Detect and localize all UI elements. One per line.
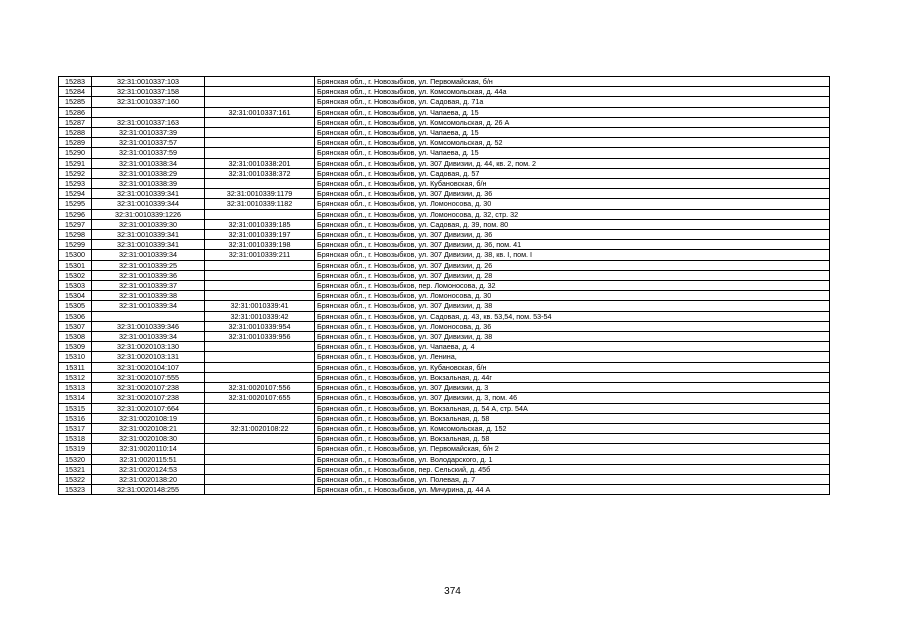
cadastral-number-cell: 32:31:0020148:255 [92, 485, 205, 495]
related-cadastral-cell: 32:31:0020107:655 [205, 393, 315, 403]
cadastral-number-cell: 32:31:0020103:131 [92, 352, 205, 362]
related-cadastral-cell: 32:31:0010338:372 [205, 168, 315, 178]
address-cell: Брянская обл., г. Новозыбков, ул. Полевая, д. 7 [315, 474, 830, 484]
table-row [59, 87, 830, 97]
address-cell: Брянская обл., г. Новозыбков, пер. Ломоносова, д. 32 [315, 281, 830, 291]
table-row [59, 138, 830, 148]
table-row [59, 128, 830, 138]
cadastral-number-cell: 32:31:0010337:57 [92, 138, 205, 148]
table-row [59, 158, 830, 168]
row-number-cell: 15287 [59, 117, 92, 127]
cadastral-number-cell: 32:31:0010339:341 [92, 230, 205, 240]
address-cell: Брянская обл., г. Новозыбков, ул. Ломоносова, д. 32, стр. 32 [315, 209, 830, 219]
address-cell: Брянская обл., г. Новозыбков, ул. 307 Дивизии, д. 36, пом. 41 [315, 240, 830, 250]
table-row [59, 117, 830, 127]
related-cadastral-cell: 32:31:0010339:956 [205, 332, 315, 342]
address-cell: Брянская обл., г. Новозыбков, ул. Володарского, д. 1 [315, 454, 830, 464]
row-number-cell: 15285 [59, 97, 92, 107]
related-cadastral-cell [205, 474, 315, 484]
table-row [59, 372, 830, 382]
related-cadastral-cell [205, 413, 315, 423]
row-number-cell: 15290 [59, 148, 92, 158]
address-cell: Брянская обл., г. Новозыбков, ул. 307 Дивизии, д. 28 [315, 270, 830, 280]
address-cell: Брянская обл., г. Новозыбков, ул. Ломоносова, д. 30 [315, 291, 830, 301]
related-cadastral-cell [205, 454, 315, 464]
cadastral-number-cell: 32:31:0010339:341 [92, 189, 205, 199]
table-row [59, 148, 830, 158]
related-cadastral-cell: 32:31:0010337:161 [205, 107, 315, 117]
cadastral-number-cell: 32:31:0010338:29 [92, 168, 205, 178]
row-number-cell: 15308 [59, 332, 92, 342]
cadastral-number-cell: 32:31:0020138:20 [92, 474, 205, 484]
row-number-cell: 15319 [59, 444, 92, 454]
address-cell: Брянская обл., г. Новозыбков, ул. Вокзальная, д. 58 [315, 413, 830, 423]
row-number-cell: 15310 [59, 352, 92, 362]
address-cell: Брянская обл., г. Новозыбков, ул. 307 Дивизии, д. 3 [315, 383, 830, 393]
table-row [59, 311, 830, 321]
related-cadastral-cell [205, 342, 315, 352]
table-row [59, 230, 830, 240]
table-row [59, 362, 830, 372]
row-number-cell: 15314 [59, 393, 92, 403]
table-row [59, 444, 830, 454]
table-row [59, 474, 830, 484]
row-number-cell: 15286 [59, 107, 92, 117]
cadastral-number-cell: 32:31:0020124:53 [92, 464, 205, 474]
related-cadastral-cell [205, 117, 315, 127]
row-number-cell: 15317 [59, 423, 92, 433]
cadastral-number-cell: 32:31:0020108:19 [92, 413, 205, 423]
row-number-cell: 15320 [59, 454, 92, 464]
row-number-cell: 15322 [59, 474, 92, 484]
related-cadastral-cell [205, 434, 315, 444]
related-cadastral-cell: 32:31:0010339:1182 [205, 199, 315, 209]
address-cell: Брянская обл., г. Новозыбков, ул. Чапаева, д. 15 [315, 128, 830, 138]
related-cadastral-cell [205, 485, 315, 495]
row-number-cell: 15297 [59, 219, 92, 229]
address-cell: Брянская обл., г. Новозыбков, ул. Вокзальная, д. 58 [315, 434, 830, 444]
table-row [59, 434, 830, 444]
cadastral-number-cell: 32:31:0010337:160 [92, 97, 205, 107]
related-cadastral-cell [205, 352, 315, 362]
cadastral-number-cell: 32:31:0010337:59 [92, 148, 205, 158]
table-row [59, 250, 830, 260]
address-cell: Брянская обл., г. Новозыбков, ул. 307 Дивизии, д. 38, кв. I, пом. I [315, 250, 830, 260]
table-row [59, 423, 830, 433]
table-row [59, 240, 830, 250]
page-number: 374 [444, 586, 461, 597]
cadastral-number-cell: 32:31:0010339:37 [92, 281, 205, 291]
related-cadastral-cell: 32:31:0010339:41 [205, 301, 315, 311]
address-cell: Брянская обл., г. Новозыбков, ул. Комсомольская, д. 52 [315, 138, 830, 148]
cadastral-number-cell: 32:31:0010339:34 [92, 332, 205, 342]
cadastral-number-cell: 32:31:0010339:1226 [92, 209, 205, 219]
cadastral-number-cell [92, 311, 205, 321]
address-cell: Брянская обл., г. Новозыбков, ул. Кубановская, б/н [315, 179, 830, 189]
row-number-cell: 15288 [59, 128, 92, 138]
cadastral-number-cell: 32:31:0020103:130 [92, 342, 205, 352]
cadastral-number-cell: 32:31:0020110:14 [92, 444, 205, 454]
address-cell: Брянская обл., г. Новозыбков, ул. 307 Дивизии, д. 36 [315, 230, 830, 240]
address-cell: Брянская обл., г. Новозыбков, ул. Кубановская, б/н [315, 362, 830, 372]
related-cadastral-cell [205, 270, 315, 280]
table-row [59, 77, 830, 87]
row-number-cell: 15303 [59, 281, 92, 291]
cadastral-number-cell: 32:31:0010339:25 [92, 260, 205, 270]
table-row [59, 301, 830, 311]
related-cadastral-cell [205, 87, 315, 97]
related-cadastral-cell [205, 362, 315, 372]
table-row [59, 97, 830, 107]
address-cell: Брянская обл., г. Новозыбков, ул. Ленина, [315, 352, 830, 362]
related-cadastral-cell: 32:31:0010339:211 [205, 250, 315, 260]
address-cell: Брянская обл., г. Новозыбков, ул. Комсомольская, д. 26 А [315, 117, 830, 127]
row-number-cell: 15312 [59, 372, 92, 382]
related-cadastral-cell: 32:31:0010339:198 [205, 240, 315, 250]
related-cadastral-cell [205, 372, 315, 382]
table-row [59, 332, 830, 342]
address-cell: Брянская обл., г. Новозыбков, ул. 307 Дивизии, д. 38 [315, 332, 830, 342]
cadastral-number-cell: 32:31:0010339:34 [92, 301, 205, 311]
address-cell: Брянская обл., г. Новозыбков, ул. Первомайская, б/н [315, 77, 830, 87]
table-row [59, 403, 830, 413]
table-row [59, 168, 830, 178]
related-cadastral-cell [205, 444, 315, 454]
related-cadastral-cell [205, 260, 315, 270]
related-cadastral-cell: 32:31:0010339:185 [205, 219, 315, 229]
row-number-cell: 15305 [59, 301, 92, 311]
row-number-cell: 15299 [59, 240, 92, 250]
table-row [59, 413, 830, 423]
table-row [59, 291, 830, 301]
document-table [58, 76, 830, 495]
row-number-cell: 15283 [59, 77, 92, 87]
cadastral-number-cell: 32:31:0020107:664 [92, 403, 205, 413]
address-cell: Брянская обл., г. Новозыбков, ул. Чапаева, д. 15 [315, 148, 830, 158]
cadastral-number-cell: 32:31:0020107:555 [92, 372, 205, 382]
address-cell: Брянская обл., г. Новозыбков, пер. Сельский, д. 45б [315, 464, 830, 474]
table-row [59, 260, 830, 270]
related-cadastral-cell [205, 128, 315, 138]
row-number-cell: 15295 [59, 199, 92, 209]
related-cadastral-cell [205, 77, 315, 87]
row-number-cell: 15301 [59, 260, 92, 270]
related-cadastral-cell [205, 209, 315, 219]
row-number-cell: 15296 [59, 209, 92, 219]
cadastral-number-cell: 32:31:0020107:238 [92, 383, 205, 393]
table-row [59, 219, 830, 229]
row-number-cell: 15302 [59, 270, 92, 280]
cadastral-number-cell: 32:31:0010339:36 [92, 270, 205, 280]
cadastral-number-cell: 32:31:0010339:38 [92, 291, 205, 301]
cadastral-number-cell: 32:31:0010339:346 [92, 321, 205, 331]
related-cadastral-cell: 32:31:0010339:197 [205, 230, 315, 240]
related-cadastral-cell: 32:31:0020108:22 [205, 423, 315, 433]
address-cell: Брянская обл., г. Новозыбков, ул. Мичурина, д. 44 А [315, 485, 830, 495]
address-cell: Брянская обл., г. Новозыбков, ул. Первомайская, б/н 2 [315, 444, 830, 454]
cadastral-number-cell: 32:31:0010338:39 [92, 179, 205, 189]
table-row [59, 179, 830, 189]
address-cell: Брянская обл., г. Новозыбков, ул. Чапаева, д. 15 [315, 107, 830, 117]
cadastral-number-cell: 32:31:0010337:39 [92, 128, 205, 138]
table-row [59, 454, 830, 464]
row-number-cell: 15315 [59, 403, 92, 413]
cadastral-number-cell: 32:31:0020104:107 [92, 362, 205, 372]
related-cadastral-cell [205, 281, 315, 291]
row-number-cell: 15293 [59, 179, 92, 189]
address-cell: Брянская обл., г. Новозыбков, ул. Садовая, д. 39, пом. 80 [315, 219, 830, 229]
row-number-cell: 15292 [59, 168, 92, 178]
row-number-cell: 15306 [59, 311, 92, 321]
row-number-cell: 15289 [59, 138, 92, 148]
row-number-cell: 15284 [59, 87, 92, 97]
cadastral-number-cell: 32:31:0010338:34 [92, 158, 205, 168]
table-row [59, 107, 830, 117]
table-row [59, 209, 830, 219]
table-row [59, 352, 830, 362]
related-cadastral-cell: 32:31:0010339:1179 [205, 189, 315, 199]
table-row [59, 464, 830, 474]
related-cadastral-cell: 32:31:0010338:201 [205, 158, 315, 168]
address-cell: Брянская обл., г. Новозыбков, ул. Комсомольская, д. 44а [315, 87, 830, 97]
row-number-cell: 15313 [59, 383, 92, 393]
related-cadastral-cell [205, 148, 315, 158]
table-row [59, 270, 830, 280]
row-number-cell: 15304 [59, 291, 92, 301]
cadastral-number-cell: 32:31:0010337:103 [92, 77, 205, 87]
address-cell: Брянская обл., г. Новозыбков, ул. Ломоносова, д. 36 [315, 321, 830, 331]
cadastral-number-cell: 32:31:0010337:158 [92, 87, 205, 97]
row-number-cell: 15294 [59, 189, 92, 199]
table-body [59, 77, 830, 495]
row-number-cell: 15307 [59, 321, 92, 331]
related-cadastral-cell [205, 291, 315, 301]
cadastral-number-cell [92, 107, 205, 117]
address-cell: Брянская обл., г. Новозыбков, ул. Садовая, д. 57 [315, 168, 830, 178]
table-row [59, 393, 830, 403]
related-cadastral-cell [205, 138, 315, 148]
address-cell: Брянская обл., г. Новозыбков, ул. Садовая, д. 71а [315, 97, 830, 107]
address-cell: Брянская обл., г. Новозыбков, ул. 307 Дивизии, д. 38 [315, 301, 830, 311]
cadastral-number-cell: 32:31:0010339:34 [92, 250, 205, 260]
address-cell: Брянская обл., г. Новозыбков, ул. Вокзальная, д. 44г [315, 372, 830, 382]
related-cadastral-cell: 32:31:0010339:42 [205, 311, 315, 321]
address-cell: Брянская обл., г. Новозыбков, ул. Садовая, д. 43, кв. 53,54, пом. 53-54 [315, 311, 830, 321]
table-row [59, 199, 830, 209]
table-row [59, 342, 830, 352]
address-cell: Брянская обл., г. Новозыбков, ул. Комсомольская, д. 152 [315, 423, 830, 433]
cadastral-number-cell: 32:31:0020108:21 [92, 423, 205, 433]
cadastral-number-cell: 32:31:0010337:163 [92, 117, 205, 127]
related-cadastral-cell: 32:31:0010339:954 [205, 321, 315, 331]
address-cell: Брянская обл., г. Новозыбков, ул. 307 Дивизии, д. 3, пом. 46 [315, 393, 830, 403]
address-cell: Брянская обл., г. Новозыбков, ул. Вокзальная, д. 54 А, стр. 54А [315, 403, 830, 413]
cadastral-number-cell: 32:31:0020108:30 [92, 434, 205, 444]
cadastral-number-cell: 32:31:0010339:344 [92, 199, 205, 209]
row-number-cell: 15323 [59, 485, 92, 495]
address-cell: Брянская обл., г. Новозыбков, ул. Чапаева, д. 4 [315, 342, 830, 352]
address-cell: Брянская обл., г. Новозыбков, ул. 307 Дивизии, д. 36 [315, 189, 830, 199]
address-cell: Брянская обл., г. Новозыбков, ул. Ломоносова, д. 30 [315, 199, 830, 209]
row-number-cell: 15316 [59, 413, 92, 423]
related-cadastral-cell [205, 97, 315, 107]
row-number-cell: 15300 [59, 250, 92, 260]
related-cadastral-cell [205, 403, 315, 413]
related-cadastral-cell [205, 179, 315, 189]
row-number-cell: 15321 [59, 464, 92, 474]
row-number-cell: 15318 [59, 434, 92, 444]
table-row [59, 281, 830, 291]
related-cadastral-cell: 32:31:0020107:556 [205, 383, 315, 393]
row-number-cell: 15291 [59, 158, 92, 168]
table-row [59, 189, 830, 199]
cadastral-number-cell: 32:31:0010339:341 [92, 240, 205, 250]
cadastral-number-cell: 32:31:0020115:51 [92, 454, 205, 464]
row-number-cell: 15309 [59, 342, 92, 352]
address-cell: Брянская обл., г. Новозыбков, ул. 307 Дивизии, д. 44, кв. 2, пом. 2 [315, 158, 830, 168]
row-number-cell: 15311 [59, 362, 92, 372]
related-cadastral-cell [205, 464, 315, 474]
row-number-cell: 15298 [59, 230, 92, 240]
address-cell: Брянская обл., г. Новозыбков, ул. 307 Дивизии, д. 26 [315, 260, 830, 270]
table-row [59, 321, 830, 331]
cadastral-number-cell: 32:31:0020107:238 [92, 393, 205, 403]
table-row [59, 485, 830, 495]
table-row [59, 383, 830, 393]
cadastral-number-cell: 32:31:0010339:30 [92, 219, 205, 229]
